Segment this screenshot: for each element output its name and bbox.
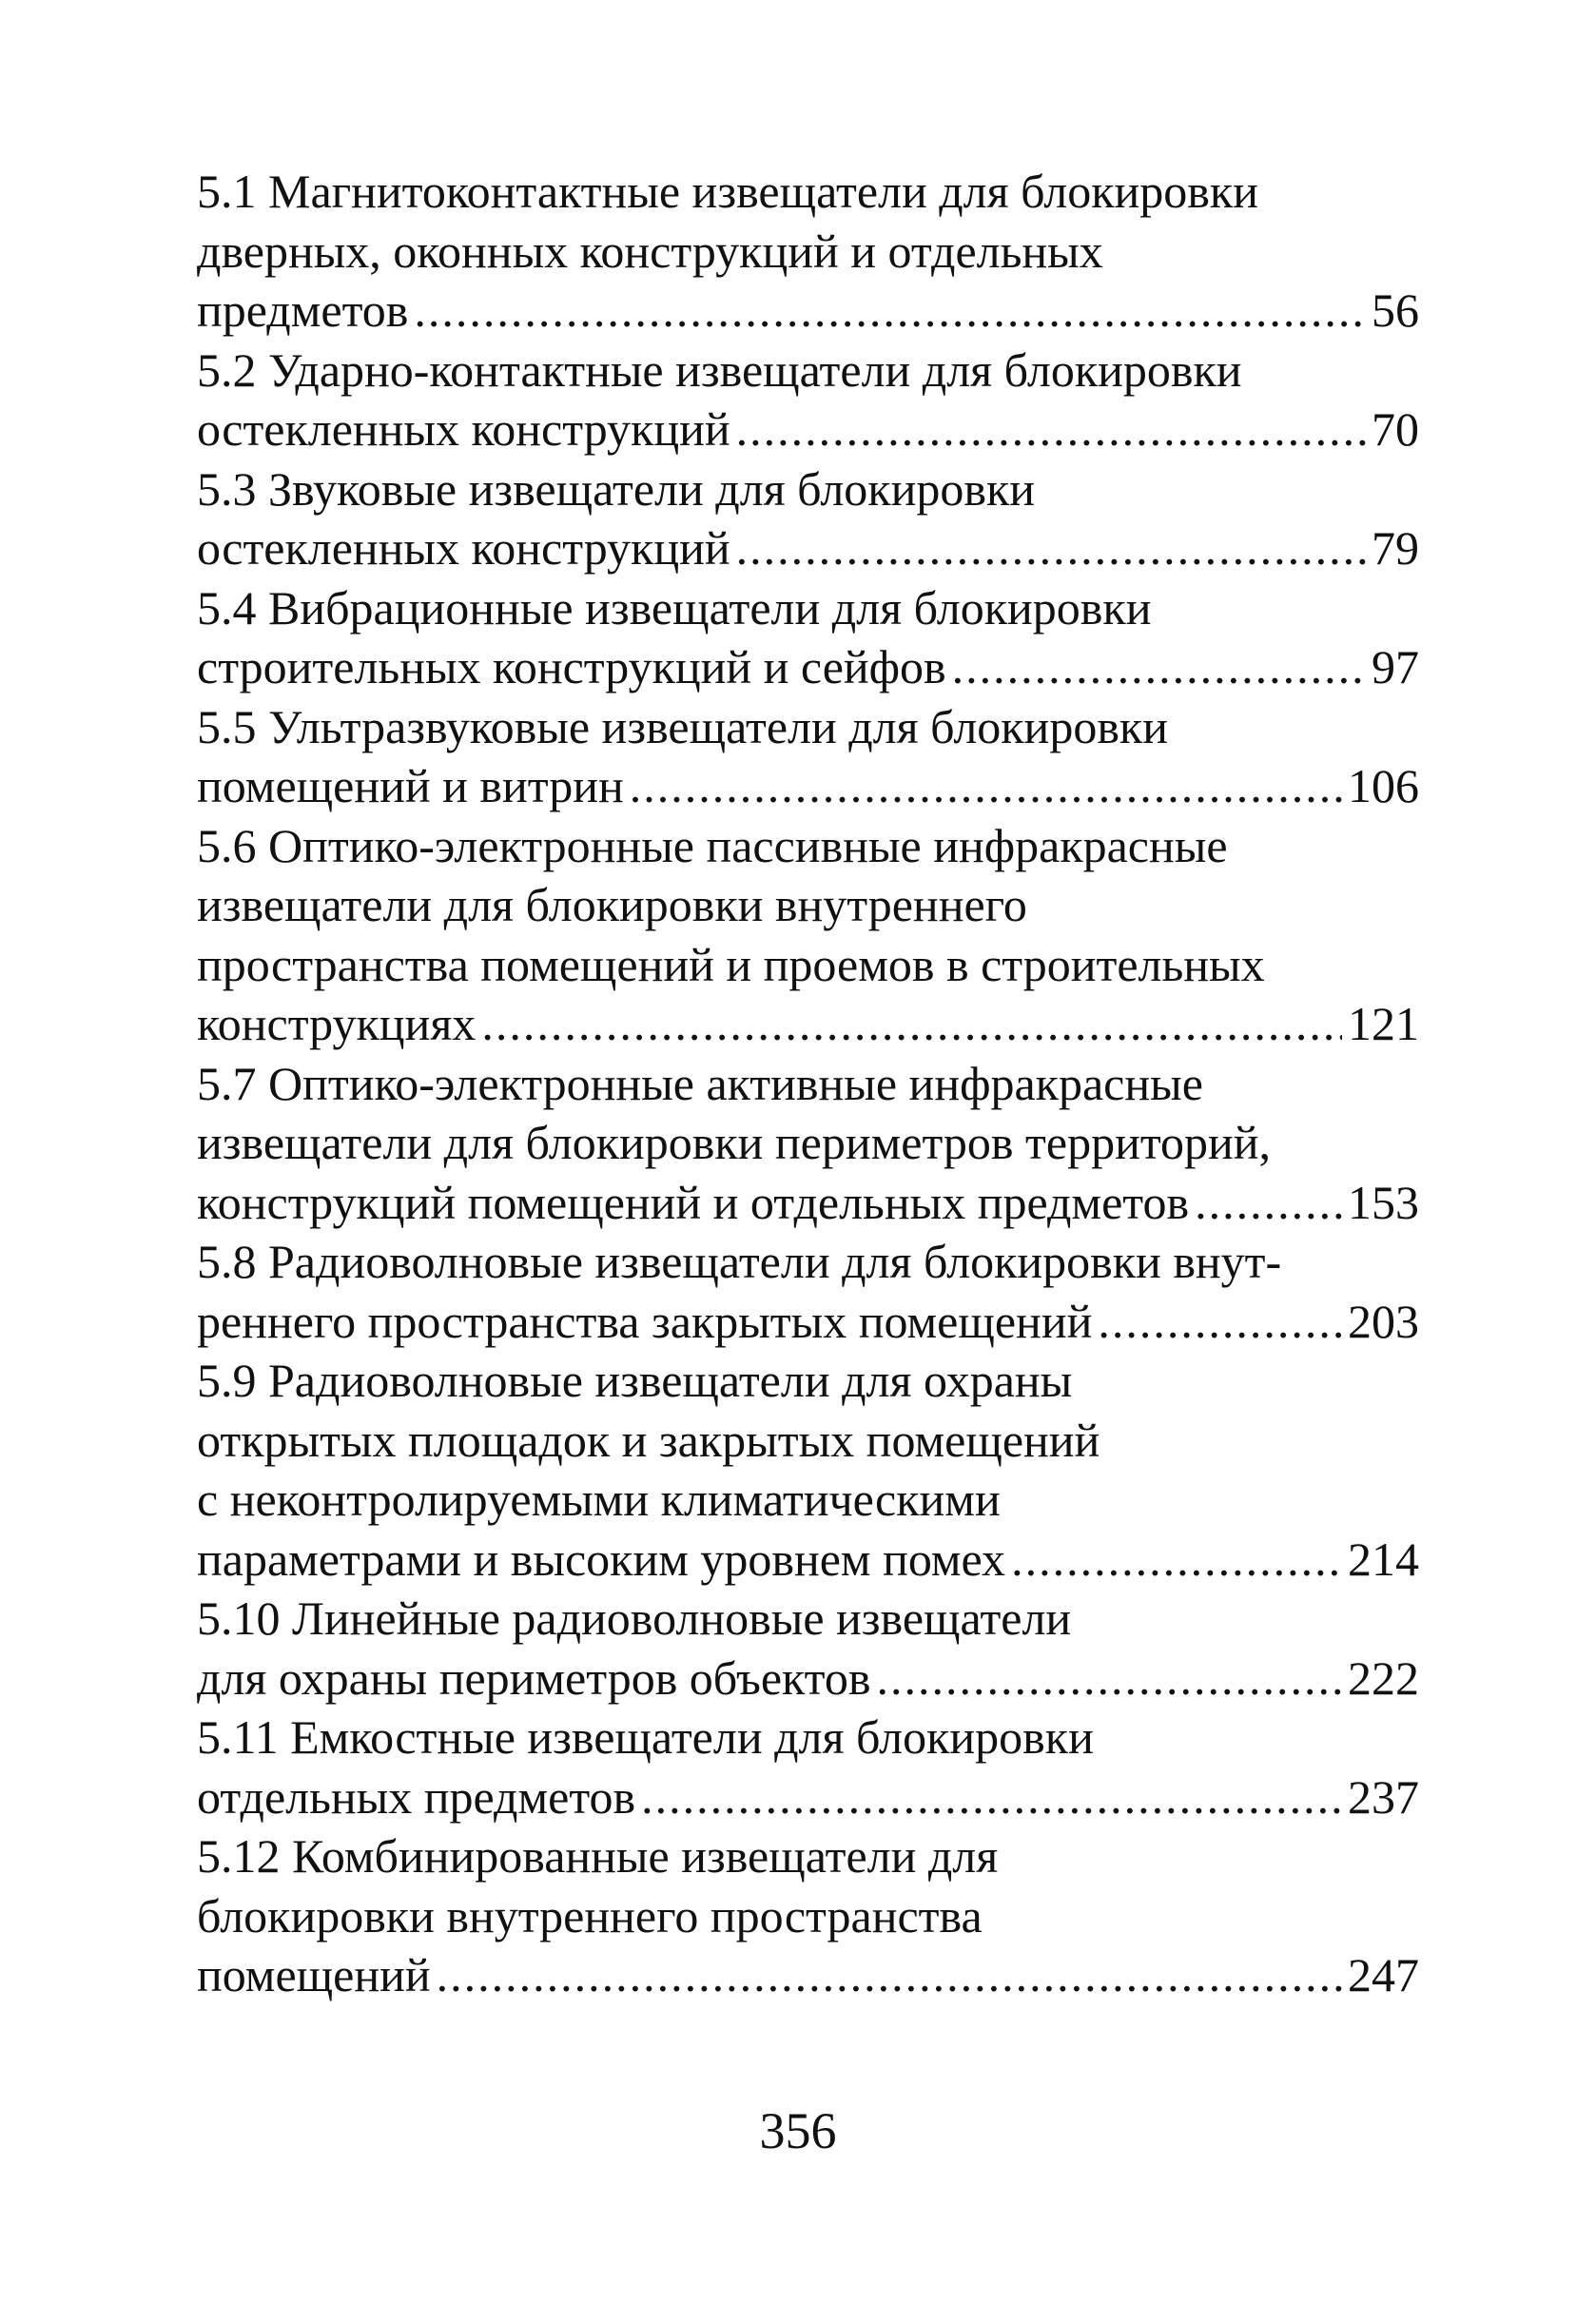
toc-entry-5-10[interactable]	[197, 1589, 1419, 1708]
toc-entry-line: 5.12 Комбинированные извещатели для	[197, 1829, 999, 1883]
dot-leader	[1098, 1292, 1342, 1352]
toc-page-number: 121	[1348, 997, 1419, 1050]
toc-entry-line: помещений и витрин	[197, 759, 624, 812]
toc-entry-5-8[interactable]	[197, 1232, 1419, 1351]
toc-entry-line: для охраны периметров объектов	[197, 1650, 871, 1705]
toc-page-number: 203	[1348, 1294, 1419, 1348]
toc-page-number: 237	[1348, 1769, 1419, 1824]
toc-entry-line: 5.7 Оптико-электронные активные инфракрасные	[197, 1056, 1203, 1110]
toc-entry-line: 5.1 Магнитоконтактные извещатели для блокировки	[197, 165, 1258, 218]
toc-entry-line: параметрами и высоким уровнем помех	[197, 1532, 1006, 1586]
toc-entry-5-7[interactable]	[197, 1054, 1419, 1233]
toc-entry-line: 5.3 Звуковые извещатели для блокировки	[197, 461, 1036, 516]
dot-leader	[736, 400, 1366, 459]
toc-entry-line: извещатели для блокировки периметров территорий,	[197, 1116, 1272, 1169]
toc-entry-line: блокировки внутреннего пространства	[197, 1888, 983, 1943]
toc-entry-line: конструкций помещений и отдельных предметов	[197, 1175, 1190, 1229]
toc-entry-line: дверных, оконных конструкций и отдельных	[197, 224, 1103, 278]
toc-page-number: 247	[1348, 1948, 1419, 2001]
toc-entry-5-9[interactable]	[197, 1351, 1419, 1589]
toc-entry-line: предметов	[197, 283, 409, 337]
toc-entry-line: с неконтролируемыми климатическими	[197, 1473, 1001, 1526]
toc-entry-line: конструкциях	[197, 997, 477, 1050]
toc-entry-line: извещатели для блокировки внутреннего	[197, 878, 1027, 931]
toc-page-number: 106	[1348, 759, 1419, 812]
toc-page-number: 56	[1372, 283, 1419, 337]
toc-entry-line: остекленных конструкций	[197, 402, 730, 456]
toc-entry-line: реннего пространства закрытых помещений	[197, 1294, 1093, 1348]
toc-entry-5-3[interactable]	[197, 459, 1419, 578]
toc-entry-line: остекленных конструкций	[197, 521, 730, 575]
toc-page-number: 214	[1348, 1532, 1419, 1586]
toc-entry-line: 5.5 Ультразвуковые извещатели для блокировки	[197, 699, 1168, 753]
toc-entry-line: строительных конструкций и сейфов	[197, 640, 946, 693]
toc-entry-line: 5.6 Оптико-электронные пассивные инфракрасные	[197, 818, 1228, 872]
toc-entry-5-6[interactable]	[197, 816, 1419, 1054]
dot-leader	[641, 1767, 1342, 1827]
dot-leader	[630, 756, 1342, 816]
toc-entry-line: 5.10 Линейные радиоволновые извещатели	[197, 1591, 1072, 1645]
toc-page-number: 70	[1372, 402, 1419, 456]
toc-entry-line: открытых площадок и закрытых помещений	[197, 1413, 1100, 1467]
toc-entry-5-1[interactable]	[197, 162, 1419, 341]
dot-leader	[481, 994, 1342, 1054]
table-of-contents	[197, 162, 1419, 2005]
toc-entry-5-5[interactable]	[197, 697, 1419, 816]
dot-leader	[1195, 1173, 1342, 1233]
toc-entry-line: отдельных предметов	[197, 1769, 636, 1824]
dot-leader	[437, 1945, 1342, 2005]
dot-leader	[876, 1649, 1342, 1708]
toc-page-number: 153	[1348, 1175, 1419, 1229]
toc-entry-line: пространства помещений и проемов в строительных	[197, 937, 1265, 991]
dot-leader	[736, 518, 1366, 578]
toc-page-number: 79	[1372, 521, 1419, 575]
toc-entry-line: 5.4 Вибрационные извещатели для блокировки	[197, 580, 1152, 635]
toc-entry-5-2[interactable]	[197, 341, 1419, 459]
toc-entry-line: 5.2 Ударно-контактные извещатели для блокировки	[197, 342, 1242, 397]
toc-entry-line: помещений	[197, 1948, 431, 2001]
toc-entry-5-12[interactable]	[197, 1826, 1419, 2005]
page-number: 356	[759, 2102, 837, 2159]
toc-entry-line: 5.11 Емкостные извещатели для блокировки	[197, 1710, 1094, 1764]
toc-entry-5-4[interactable]	[197, 578, 1419, 697]
toc-entry-5-11[interactable]	[197, 1708, 1419, 1826]
toc-entry-line: 5.8 Радиоволновые извещатели для блокировки внут-	[197, 1235, 1282, 1288]
dot-leader	[952, 637, 1366, 697]
dot-leader	[414, 281, 1366, 341]
toc-page-number: 222	[1348, 1650, 1419, 1705]
toc-page-number: 97	[1372, 640, 1419, 693]
toc-entry-line: 5.9 Радиоволновые извещатели для охраны	[197, 1354, 1073, 1407]
dot-leader	[1011, 1530, 1342, 1590]
